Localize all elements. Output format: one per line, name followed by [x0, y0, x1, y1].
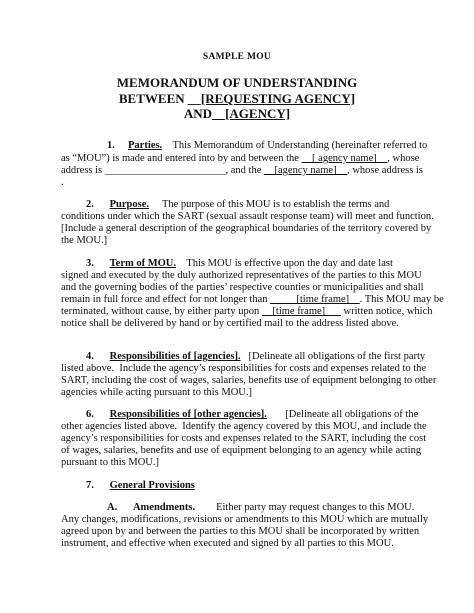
section-2-heading-line — [86, 199, 389, 211]
section-1-heading-line — [107, 140, 427, 152]
title-line-2 — [0, 91, 474, 106]
section-6-line-3: agency’s responsibilities for costs and expenses related to the SART, including the cost — [61, 433, 427, 444]
address-blank: _______________________ — [104, 165, 226, 176]
section-3-number: 3. — [86, 258, 94, 269]
section-7-number: 7. — [86, 480, 94, 491]
section-3-line-5: terminated, without cause, by either party upon __[time frame]___ written notice, which — [61, 306, 433, 317]
section-3-heading-line — [86, 258, 393, 270]
agency-name-field-1: __[ agency name]__ — [301, 153, 388, 164]
subsection-a-line-4: instrument, and effective when executed and signed by all parties to this MOU. — [61, 538, 394, 549]
section-6-line-4: of wages, salaries, benefits and use of equipment belonging to an agency while acting — [61, 445, 422, 456]
section-3-line-4: remain in full force and effect for not longer than _____[time frame]__. This MOU may be — [61, 294, 444, 305]
section-4-number: 4. — [86, 351, 94, 362]
agency-name-field-2: __[agency name]__ — [264, 165, 348, 176]
section-7-heading-line — [86, 480, 195, 492]
section-4-line-3: SART, including the cost of wages, salaries, benefits use of equipment belonging to other — [61, 375, 437, 386]
section-2-line-1: The purpose of this MOU is to establish the terms and — [161, 199, 390, 210]
title-and: AND — [183, 106, 213, 121]
section-6-heading: Responsibilities of [other agencies]. — [109, 409, 267, 420]
section-1-line-1: This Memorandum of Understanding (hereinafter referred to — [172, 140, 428, 151]
subsection-a-line-1: Either party may request changes to this MOU. — [216, 502, 415, 513]
subsection-a-letter: A. — [107, 502, 118, 513]
section-6-number: 6. — [86, 409, 94, 420]
section-3-line-6: notice shall be delivered by hand or by certified mail to the address listed above. — [61, 318, 399, 329]
section-2-heading: Purpose. — [109, 199, 149, 210]
section-4-line-4: agencies while acting pursuant to this MOU.] — [61, 387, 252, 398]
title-between: BETWEEN __ — [118, 91, 201, 106]
section-3-line-2: signed and executed by the duly authorized representatives of the parties to this MOU — [61, 270, 422, 281]
section-1-number: 1. — [107, 140, 115, 151]
subsection-a-line-3: agreed upon by and between the parties to this MOU shall be incorporated by written — [61, 526, 420, 537]
subsection-a-heading-line — [107, 502, 414, 514]
section-2-line-4: the MOU.] — [61, 235, 108, 246]
section-1-heading: Parties. — [128, 140, 163, 151]
title-line-3 — [0, 106, 474, 121]
section-2-line-3: [Include a general description of the geographical boundaries of the territory covered by — [61, 223, 432, 234]
title-line-1: MEMORANDUM OF UNDERSTANDING — [116, 75, 358, 90]
section-4-heading: Responsibilities of [agencies]. — [109, 351, 241, 362]
section-2-number: 2. — [86, 199, 94, 210]
section-6-heading-line — [86, 409, 418, 421]
section-1-line-3: address is _______________________, and the __[agency name]__, whose address is — [61, 165, 423, 176]
section-4-line-2: listed above. Include the agency’s responsibilities for costs and expenses related to the — [61, 363, 427, 374]
sample-label: SAMPLE MOU — [202, 52, 272, 62]
section-6-line-1: [Delineate all obligations of the — [285, 409, 419, 420]
subsection-a-line-2: Any changes, modifications, revisions or amendments to this MOU which are mutually — [61, 514, 429, 525]
subsection-a-heading: Amendments. — [132, 502, 196, 513]
section-3-line-3: and the governing bodies of the parties’ respective counties or municipalities and shall — [61, 282, 424, 293]
section-3-line-1: This MOU is effective upon the day and date last — [186, 258, 393, 269]
section-3-heading: Term of MOU. — [109, 258, 177, 269]
title-requesting-agency: [REQUESTING AGENCY] — [200, 91, 356, 106]
title-agency: __[AGENCY] — [212, 106, 291, 121]
section-1-line-2: as “MOU”) is made and entered into by and between the __[ agency name]__, whose — [61, 153, 420, 164]
time-frame-field-2: __[time frame]___ — [261, 306, 341, 317]
section-6-line-2: other agencies listed above. Identify the agency covered by this MOU, and include the — [61, 421, 427, 432]
section-4-heading-line — [86, 351, 425, 363]
time-frame-field-1: _____[time frame]__ — [270, 294, 360, 305]
section-6-line-5: pursuant to this MOU.] — [61, 457, 159, 468]
section-2-line-2: conditions under which the SART (sexual assault response team) will meet and function. — [61, 211, 434, 222]
section-1-line-4: . — [61, 177, 64, 188]
section-7-heading: General Provisions — [109, 480, 195, 491]
section-4-line-1: [Delineate all obligations of the first party — [248, 351, 426, 362]
